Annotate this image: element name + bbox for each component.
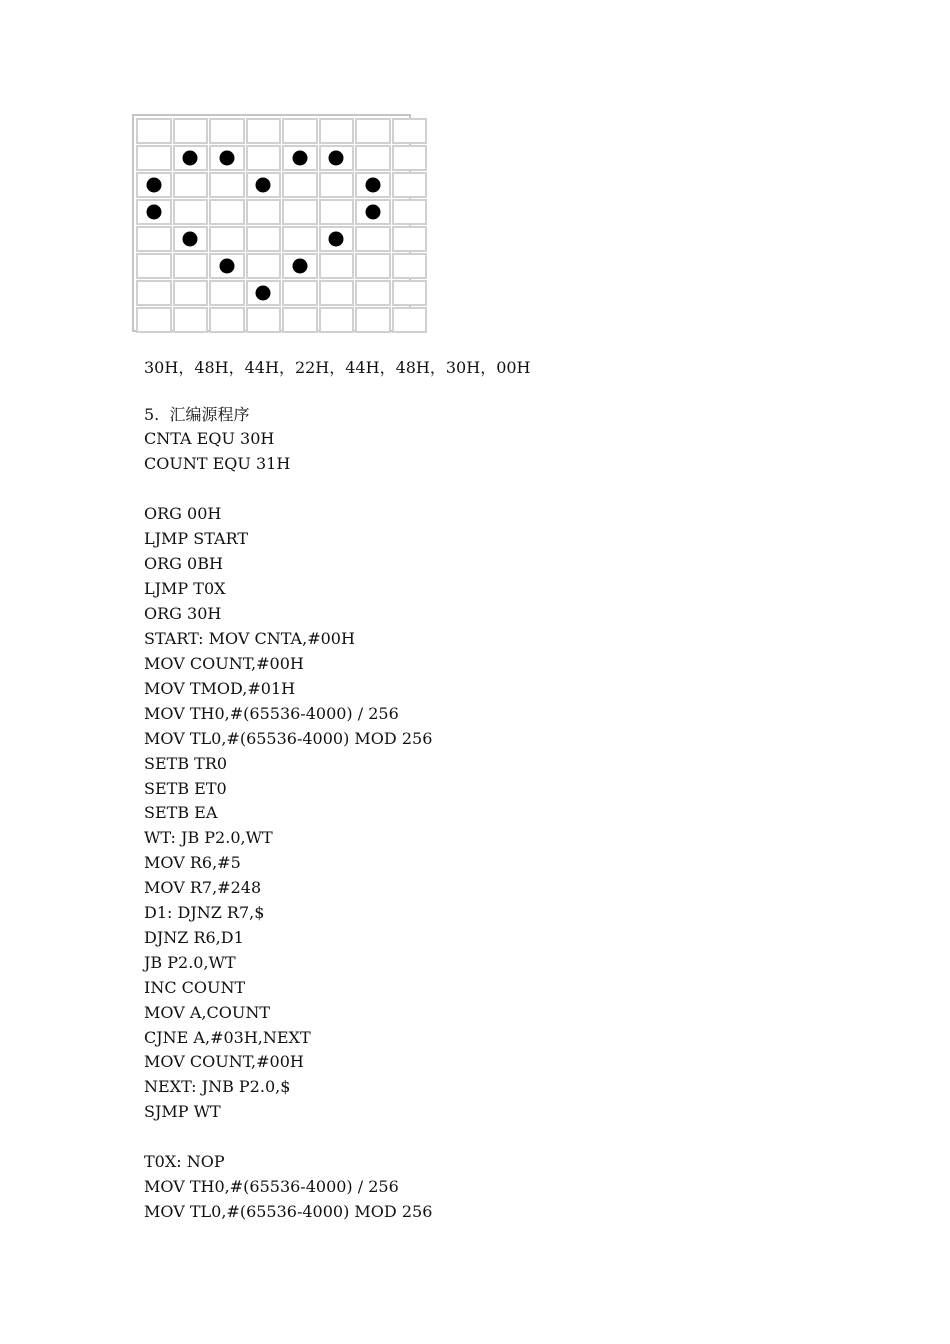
matrix-cell — [209, 145, 245, 171]
matrix-cell — [392, 226, 428, 252]
matrix-dot — [256, 286, 271, 301]
text-line: WT: JB P2.0,WT — [144, 828, 273, 847]
text-line: SETB ET0 — [144, 779, 227, 798]
text-line: 30H，48H，44H，22H，44H，48H，30H，00H — [144, 358, 531, 377]
matrix-cell — [246, 145, 282, 171]
matrix-cell — [319, 280, 355, 306]
text-line: SETB EA — [144, 803, 218, 822]
matrix-cell — [355, 253, 391, 279]
matrix-cell — [173, 280, 209, 306]
matrix-cell — [392, 145, 428, 171]
matrix-cell — [282, 145, 318, 171]
matrix-cell — [136, 199, 172, 225]
matrix-cell — [282, 199, 318, 225]
matrix-cell — [209, 199, 245, 225]
matrix-cell — [355, 118, 391, 144]
matrix-cell — [282, 280, 318, 306]
matrix-cell — [392, 118, 428, 144]
text-line: LJMP T0X — [144, 579, 226, 598]
matrix-cell — [282, 253, 318, 279]
dot-matrix-figure — [132, 114, 411, 332]
matrix-cell — [136, 280, 172, 306]
matrix-cell — [136, 307, 172, 333]
text-line: MOV TL0,#(65536-4000) MOD 256 — [144, 729, 433, 748]
matrix-cell — [392, 253, 428, 279]
matrix-cell — [355, 172, 391, 198]
matrix-cell — [355, 307, 391, 333]
text-line: MOV TH0,#(65536-4000) / 256 — [144, 1177, 399, 1196]
matrix-cell — [392, 199, 428, 225]
matrix-dot — [292, 259, 307, 274]
matrix-cell — [173, 253, 209, 279]
matrix-cell — [246, 280, 282, 306]
text-line: JB P2.0,WT — [144, 953, 236, 972]
matrix-cell — [282, 307, 318, 333]
matrix-cell — [246, 118, 282, 144]
text-line: SJMP WT — [144, 1102, 221, 1121]
matrix-cell — [246, 226, 282, 252]
matrix-cell — [246, 172, 282, 198]
text-line: COUNT EQU 31H — [144, 454, 291, 473]
matrix-dot — [183, 232, 198, 247]
matrix-cell — [355, 280, 391, 306]
text-line: MOV TH0,#(65536-4000) / 256 — [144, 704, 399, 723]
matrix-cell — [355, 199, 391, 225]
text-line: MOV R7,#248 — [144, 878, 262, 897]
matrix-dot — [146, 205, 161, 220]
matrix-cell — [319, 145, 355, 171]
matrix-cell — [136, 253, 172, 279]
matrix-cell — [282, 172, 318, 198]
matrix-cell — [392, 280, 428, 306]
text-line: START: MOV CNTA,#00H — [144, 629, 355, 648]
matrix-dot — [146, 178, 161, 193]
matrix-cell — [246, 253, 282, 279]
text-line: MOV A,COUNT — [144, 1003, 271, 1022]
matrix-cell — [319, 307, 355, 333]
matrix-dot — [365, 205, 380, 220]
matrix-cell — [246, 199, 282, 225]
text-line: SETB TR0 — [144, 754, 228, 773]
matrix-cell — [392, 172, 428, 198]
text-line: MOV TMOD,#01H — [144, 679, 296, 698]
text-line: NEXT: JNB P2.0,$ — [144, 1077, 291, 1096]
matrix-cell — [209, 280, 245, 306]
matrix-cell — [209, 226, 245, 252]
matrix-cell — [173, 172, 209, 198]
text-line: ORG 30H — [144, 604, 222, 623]
matrix-cell — [319, 118, 355, 144]
matrix-cell — [173, 307, 209, 333]
matrix-cell — [319, 199, 355, 225]
matrix-cell — [136, 172, 172, 198]
matrix-cell — [173, 199, 209, 225]
matrix-cell — [209, 307, 245, 333]
matrix-cell — [355, 145, 391, 171]
text-line: ORG 0BH — [144, 554, 223, 573]
text-line: T0X: NOP — [144, 1152, 225, 1171]
matrix-cell — [173, 145, 209, 171]
matrix-cell — [209, 253, 245, 279]
matrix-cell — [282, 118, 318, 144]
matrix-dot — [365, 178, 380, 193]
matrix-dot — [292, 151, 307, 166]
matrix-cell — [136, 226, 172, 252]
matrix-cell — [136, 118, 172, 144]
matrix-cell — [319, 226, 355, 252]
matrix-dot — [256, 178, 271, 193]
matrix-cell — [392, 307, 428, 333]
matrix-cell — [282, 226, 318, 252]
matrix-cell — [136, 145, 172, 171]
matrix-dot — [329, 151, 344, 166]
text-line: ORG 00H — [144, 504, 222, 523]
matrix-cell — [319, 172, 355, 198]
text-line: INC COUNT — [144, 978, 246, 997]
text-line: MOV R6,#5 — [144, 853, 241, 872]
matrix-cell — [355, 226, 391, 252]
matrix-cell — [173, 226, 209, 252]
matrix-dot — [329, 232, 344, 247]
text-line: 5. 汇编源程序 — [144, 405, 250, 424]
matrix-dot — [183, 151, 198, 166]
matrix-cell — [209, 172, 245, 198]
matrix-cell — [246, 307, 282, 333]
text-line: LJMP START — [144, 529, 249, 548]
matrix-cell — [209, 118, 245, 144]
text-line: D1: DJNZ R7,$ — [144, 903, 265, 922]
text-line: CJNE A,#03H,NEXT — [144, 1028, 311, 1047]
matrix-dot — [219, 151, 234, 166]
matrix-cell — [319, 253, 355, 279]
text-line: MOV COUNT,#00H — [144, 1052, 304, 1071]
text-line: DJNZ R6,D1 — [144, 928, 244, 947]
text-line: MOV COUNT,#00H — [144, 654, 304, 673]
matrix-dot — [219, 259, 234, 274]
matrix-cell — [173, 118, 209, 144]
text-line: CNTA EQU 30H — [144, 429, 275, 448]
text-line: MOV TL0,#(65536-4000) MOD 256 — [144, 1202, 433, 1221]
